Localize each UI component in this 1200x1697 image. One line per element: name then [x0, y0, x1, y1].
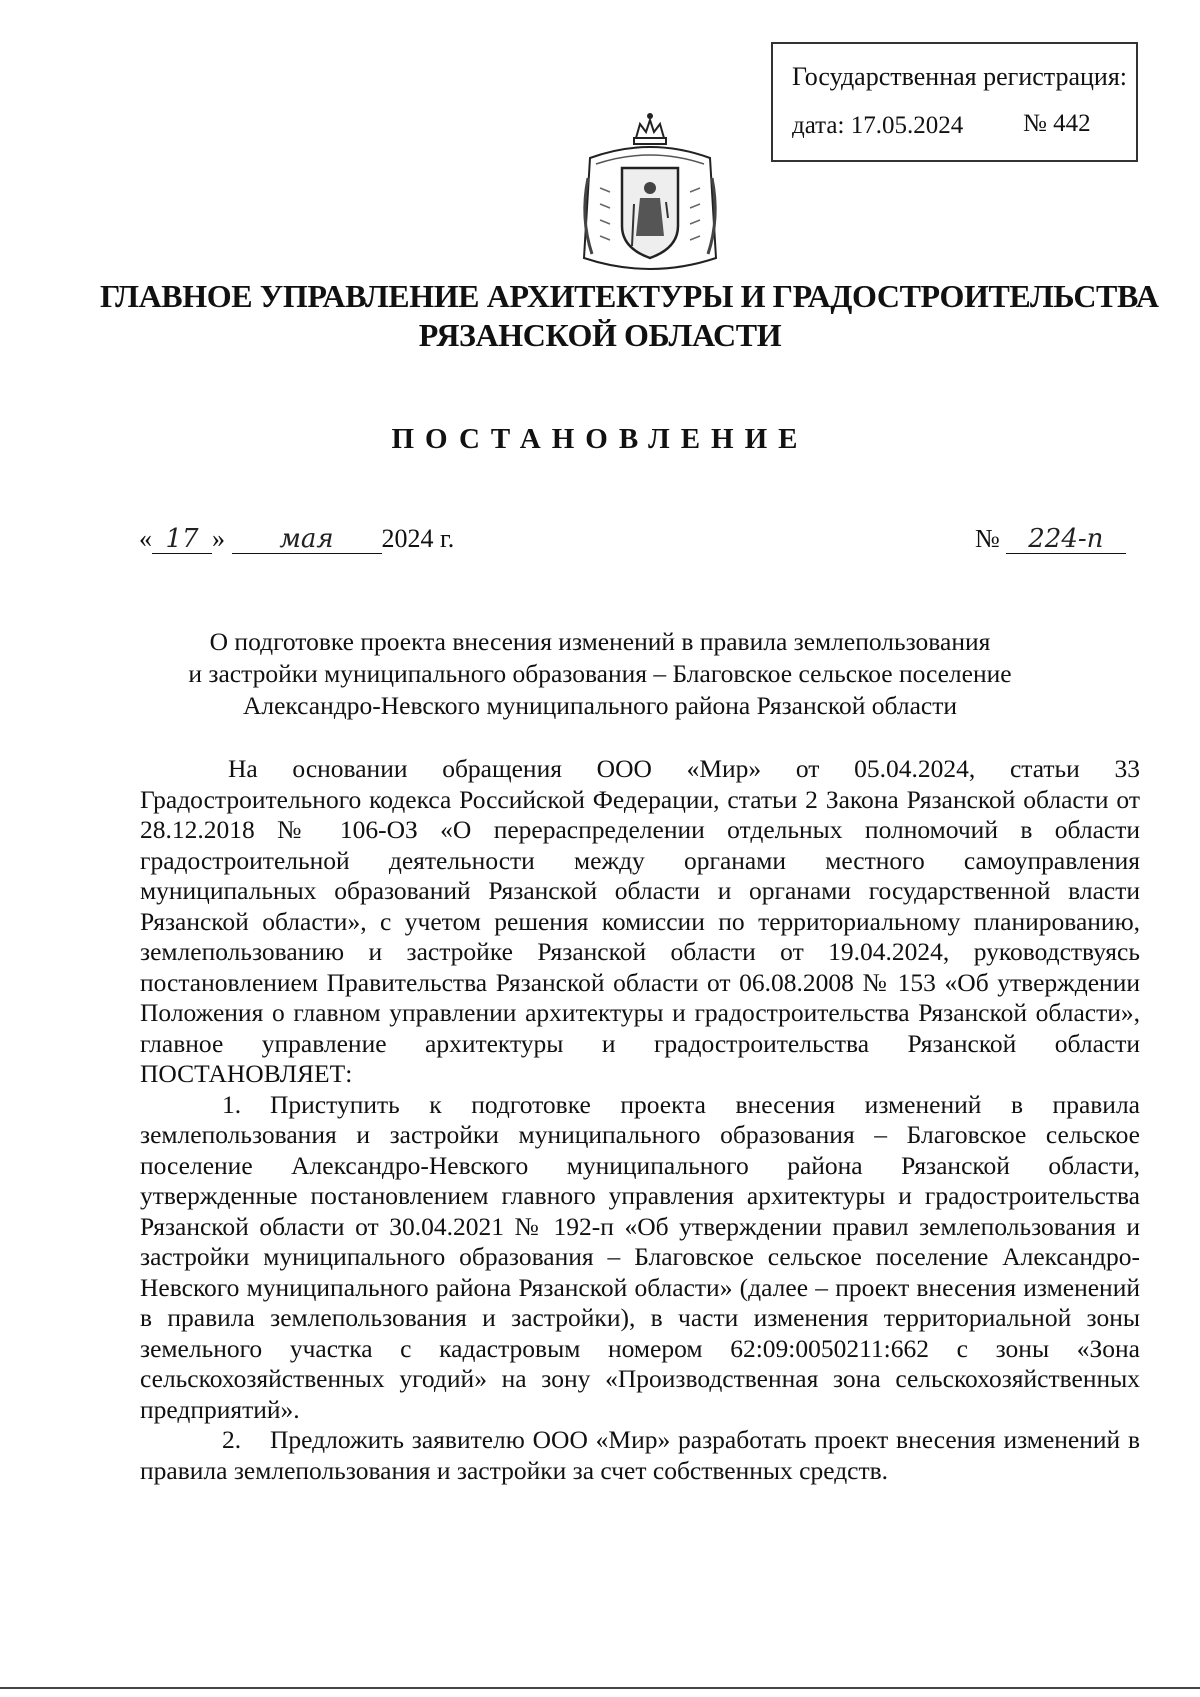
item-number: 2.: [222, 1425, 242, 1454]
ryazan-coat-of-arms-icon: [570, 108, 730, 280]
document-date: [139, 524, 454, 554]
subject-line3: Александро-Невского муниципального района Рязанской области: [242, 691, 958, 720]
subject-line2: и застройки муниципального образования – Благовское сельское поселение: [188, 659, 1012, 688]
subject-line1: О подготовке проекта внесения изменений в правила землепользования: [209, 627, 991, 656]
document-number: [975, 524, 1126, 554]
item-number: 1.: [222, 1089, 242, 1119]
list-item: [140, 1090, 1140, 1426]
organization-title-line1: ГЛАВНОЕ УПРАВЛЕНИЕ АРХИТЕКТУРЫ И ГРАДОСТРОИТЕЛЬСТВА: [100, 278, 1159, 314]
document-number-handwritten: 224-п: [1006, 525, 1126, 554]
preamble-paragraph: На основании обращения ООО «Мир» от 05.04.2024, статьи 33 Градостроительного кодекса Российской Федерации, статьи 2 Закона Рязанской области от 28.12.2018 № 106-ОЗ «О перераспределении отдельных полномочий в области градостроительной деятельности между органами местного самоуправления муниципальных образований Рязанской области и органами государственной власти Рязанской области», с учетом решения комиссии по территориальному планированию, землепользованию и застройке Рязанской области от 19.04.2024, руководствуясь постановлением Правительства Рязанской области от 06.08.2008 № 153 «Об утверждении Положения о главном управлении архитектуры и градостроительства Рязанской области», главное управление архитектуры и градостроительства Рязанской области ПОСТАНОВЛЯЕТ:: [140, 754, 1140, 1088]
document-type-heading: ПОСТАНОВЛЕНИЕ: [391, 423, 809, 455]
organization-title-line2: РЯЗАНСКОЙ ОБЛАСТИ: [418, 317, 782, 353]
date-month-handwritten: мая: [232, 525, 382, 554]
number-sign: №: [975, 524, 1000, 553]
item-text: Предложить заявителю ООО «Мир» разработать проект внесения изменений в правила землепользования и застройки за счет собственных средств.: [140, 1425, 1140, 1485]
organization-title: [100, 277, 1159, 355]
date-open-quote: «: [139, 524, 152, 553]
date-close-quote: »: [212, 524, 225, 553]
item-text: Приступить к подготовке проекта внесения изменений в правила землепользования и застройки муниципального образования – Благовское сельское поселение Александро-Невского муниципального района Рязанской области, утвержденные постановлением главного управления архитектуры и градостроительства Рязанской области от 30.04.2021 № 192-п «Об утверждении правил землепользования и застройки муниципального образования – Благовское сельское поселение Александро-Невского муниципального района Рязанской области» (далее – проект внесения изменений в правила землепользования и застройки), в части изменения территориальной зоны земельного участка с кадастровым номером 62:09:0050211:662 с зоны «Зона сельскохозяйственных угодий» на зону «Производственная зона сельскохозяйственных предприятий».: [140, 1089, 1140, 1424]
list-item: [140, 1425, 1140, 1486]
page-bottom-border: [0, 1687, 1200, 1689]
date-year: 2024 г.: [381, 524, 455, 553]
document-body: [140, 754, 1140, 1486]
registration-date: дата: 17.05.2024: [792, 112, 964, 139]
registration-title: Государственная регистрация:: [792, 62, 1128, 91]
date-day-handwritten: 17: [152, 525, 212, 554]
registration-number: № 442: [1023, 110, 1091, 137]
registration-stamp: [771, 42, 1138, 162]
document-subject: [140, 626, 1060, 722]
